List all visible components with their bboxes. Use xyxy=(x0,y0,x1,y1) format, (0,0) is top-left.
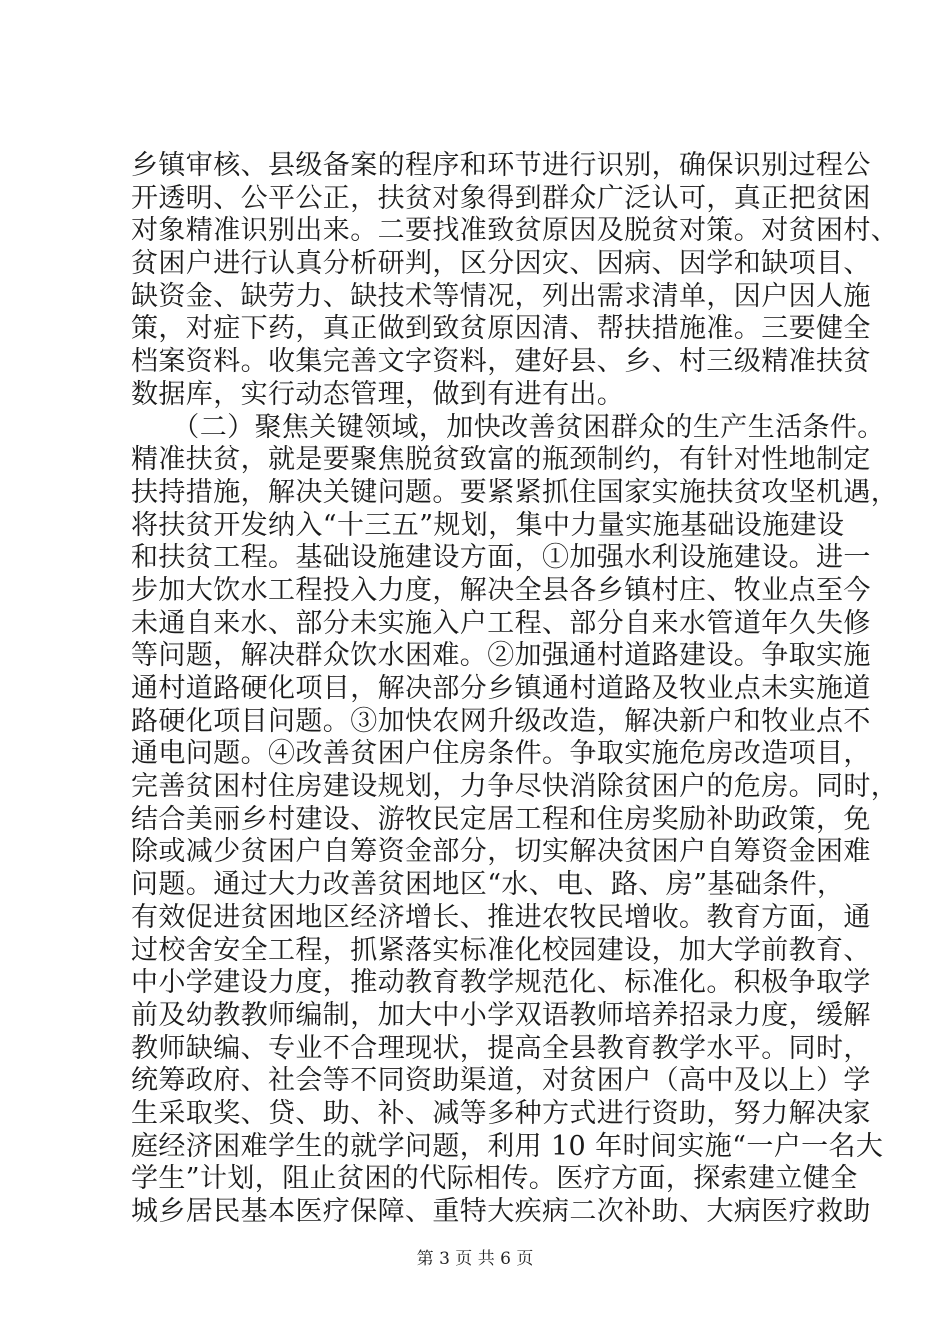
text-line: 完善贫困村住房建设规划，力争尽快消除贫困户的危房。同时， xyxy=(131,771,899,803)
text-line: 路硬化项目问题。③加快农网升级改造，解决新户和牧业点不 xyxy=(131,705,871,737)
text-line: 扶持措施，解决关键问题。要紧紧抓住国家实施扶贫攻坚机遇， xyxy=(131,476,899,508)
text-line: 步加大饮水工程投入力度，解决全县各乡镇村庄、牧业点至今 xyxy=(131,574,871,606)
text-line: （二）聚焦关键领域，加快改善贫困群众的生产生活条件。 xyxy=(131,411,885,443)
text-line: 对象精准识别出来。二要找准致贫原因及脱贫对策。对贫困村、 xyxy=(131,215,899,247)
text-line: 除或减少贫困户自筹资金部分，切实解决贫困户自筹资金困难 xyxy=(131,836,871,868)
body-text xyxy=(131,150,899,1229)
text-line: 有效促进贫困地区经济增长、推进农牧民增收。教育方面，通 xyxy=(131,901,871,933)
text-line: 和扶贫工程。基础设施建设方面，①加强水利设施建设。进一 xyxy=(131,542,871,574)
text-line: 通电问题。④改善贫困户住房条件。争取实施危房改造项目， xyxy=(131,738,871,770)
text-line: 策，对症下药，真正做到致贫原因清、帮扶措施准。三要健全 xyxy=(131,313,871,345)
text-line: 精准扶贫，就是要聚焦脱贫致富的瓶颈制约，有针对性地制定 xyxy=(131,444,871,476)
page-number-footer: 第 3 页 共 6 页 xyxy=(416,1249,534,1269)
text-line: 学生”计划，阻止贫困的代际相传。医疗方面，探索建立健全 xyxy=(131,1163,858,1195)
text-line: 问题。通过大力改善贫困地区“水、电、路、房”基础条件， xyxy=(131,869,845,901)
text-line: 庭经济困难学生的就学问题，利用 10 年时间实施“一户一名大 xyxy=(131,1130,884,1162)
text-line: 将扶贫开发纳入“十三五”规划，集中力量实施基础设施建设 xyxy=(131,509,845,541)
text-line: 教师缺编、专业不合理现状，提高全县教育教学水平。同时， xyxy=(131,1032,871,1064)
text-line: 结合美丽乡村建设、游牧民定居工程和住房奖励补助政策，免 xyxy=(131,803,871,835)
text-line: 档案资料。收集完善文字资料，建好县、乡、村三级精准扶贫 xyxy=(131,346,871,378)
text-line: 缺资金、缺劳力、缺技术等情况，列出需求清单，因户因人施 xyxy=(131,280,871,312)
text-line: 未通自来水、部分未实施入户工程、部分自来水管道年久失修 xyxy=(131,607,871,639)
text-line: 贫困户进行认真分析研判，区分因灾、因病、因学和缺项目、 xyxy=(131,248,871,280)
text-line: 中小学建设力度，推动教育教学规范化、标准化。积极争取学 xyxy=(131,967,871,999)
text-line: 城乡居民基本医疗保障、重特大疾病二次补助、大病医疗救助 xyxy=(131,1196,871,1227)
text-line: 生采取奖、贷、助、补、减等多种方式进行资助，努力解决家 xyxy=(131,1097,871,1129)
text-line: 统筹政府、社会等不同资助渠道，对贫困户（高中及以上）学 xyxy=(131,1065,871,1097)
text-line: 过校舍安全工程，抓紧落实标准化校园建设，加大学前教育、 xyxy=(131,934,871,966)
text-line: 等问题，解决群众饮水困难。②加强通村道路建设。争取实施 xyxy=(131,640,871,672)
text-line: 数据库，实行动态管理，做到有进有出。 xyxy=(131,378,625,410)
text-line: 前及幼教教师编制，加大中小学双语教师培养招录力度，缓解 xyxy=(131,999,871,1031)
text-line: 开透明、公平公正，扶贫对象得到群众广泛认可，真正把贫困 xyxy=(131,182,871,214)
text-line: 通村道路硬化项目，解决部分乡镇通村道路及牧业点未实施道 xyxy=(131,673,871,704)
text-line: 乡镇审核、县级备案的程序和环节进行识别，确保识别过程公 xyxy=(131,150,871,181)
